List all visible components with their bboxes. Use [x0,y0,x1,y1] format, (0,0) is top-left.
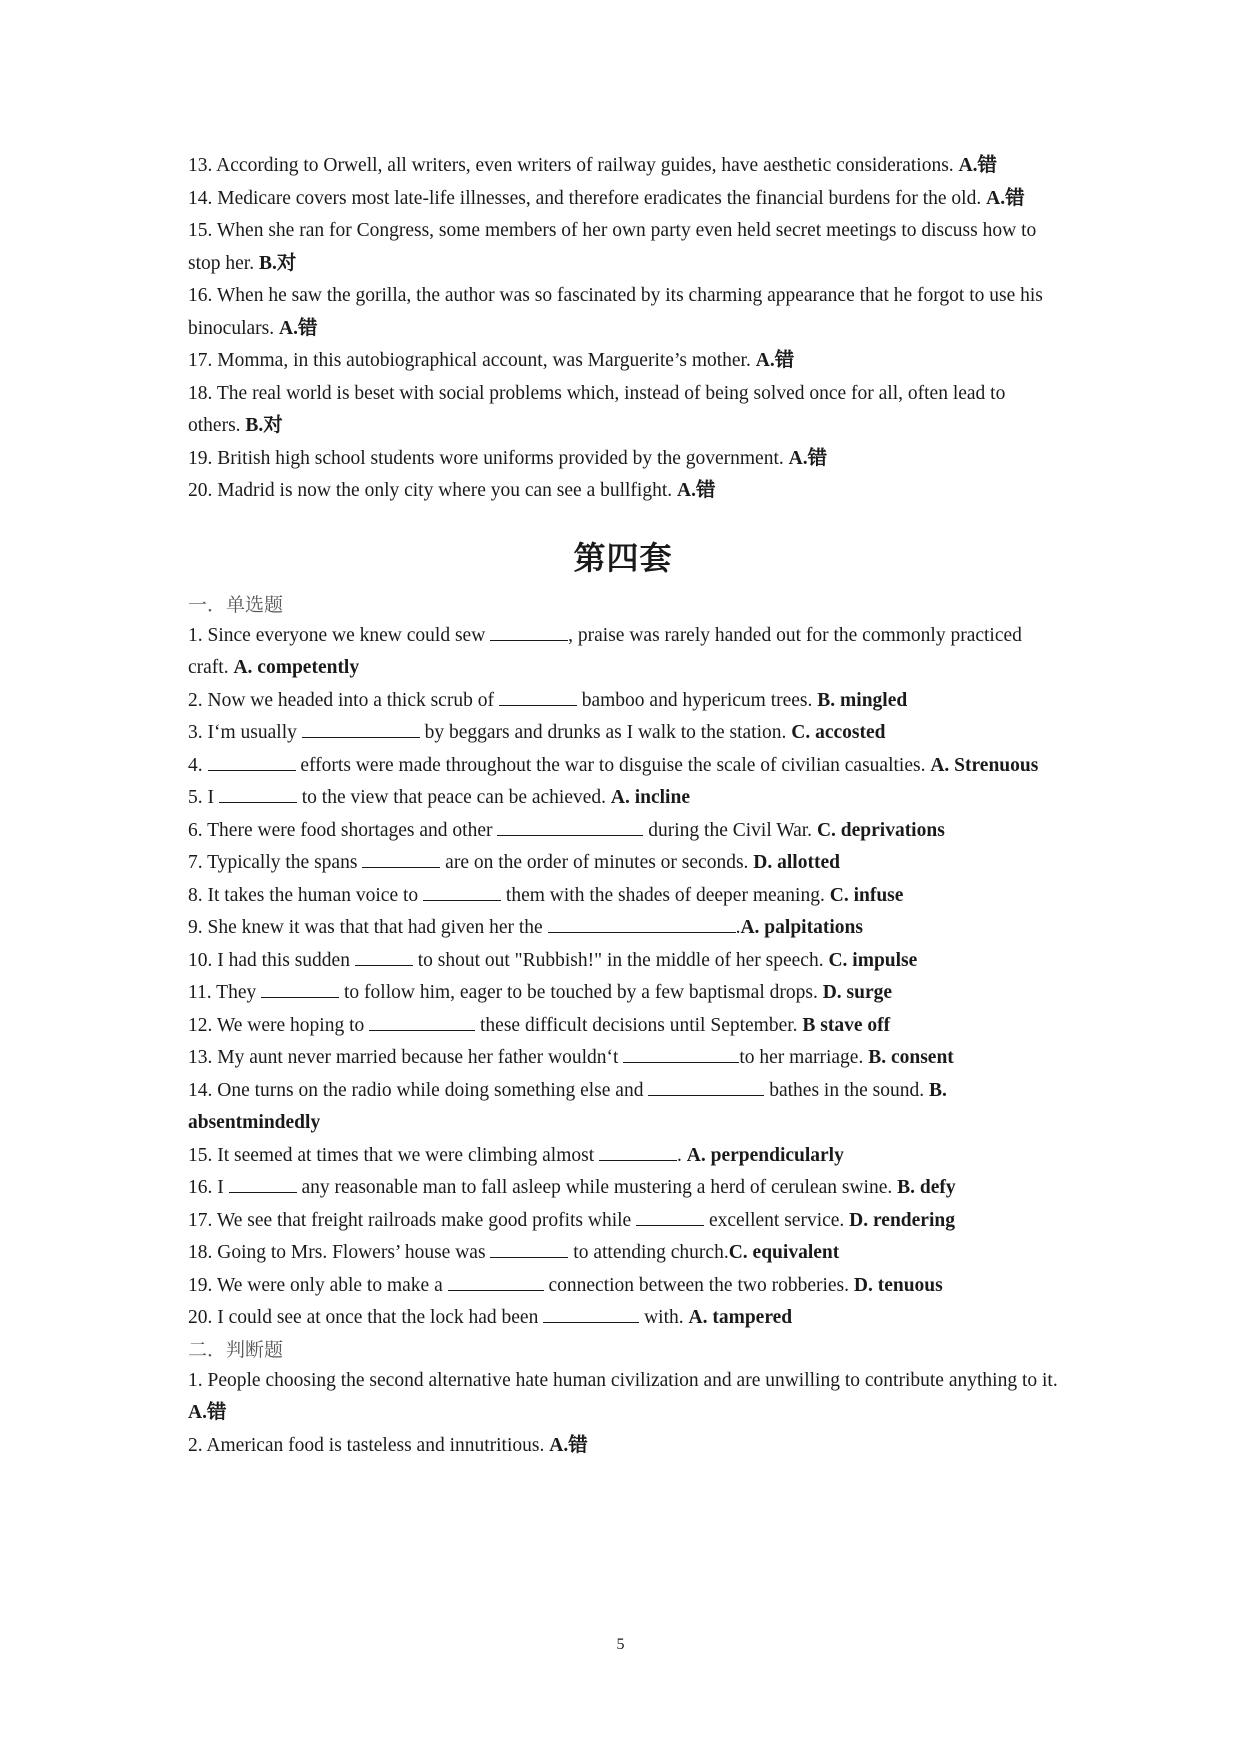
answer-blank [490,1241,568,1258]
question-item [188,443,1058,476]
answer-text: A.错 [278,317,318,339]
answer-blank [369,1014,475,1031]
answer-blank [219,786,297,803]
answer-text: B. consent [868,1047,954,1068]
answer-text: D. surge [822,982,893,1003]
answer-text: C. accosted [791,722,886,743]
question-text-after: excellent service. [704,1209,850,1231]
question-text-before: 16. I [188,1177,229,1198]
question-item [188,750,1058,783]
question-text-before: 15. It seemed at times that we were climbing almost [188,1144,600,1166]
question-text-after: . [677,1144,687,1166]
question-text: 1. People choosing the second alternative hate human civilization and are unwilling to contribute anything to it. [188,1369,1058,1391]
question-text-after: any reasonable man to fall asleep while mustering a herd of cerulean swine. [296,1177,898,1198]
question-text-after: by beggars and drunks as I walk to the station. [419,722,792,743]
question-text: 2. American food is tasteless and innutritious. [188,1434,550,1456]
answer-text: A.错 [677,480,716,501]
question-item [188,1140,1058,1173]
answer-text: A.错 [549,1434,588,1456]
question-text-before: 3. I‘m usually [188,722,302,743]
set-title: 第四套 [573,538,673,577]
question-item [188,1237,1058,1270]
question-text-before: 6. There were food shortages and other [188,819,498,841]
answer-text: B. absentmindedly [188,1079,947,1133]
answer-blank [599,1144,677,1161]
answer-text: A.错 [986,187,1025,209]
answer-text: D. tenuous [853,1274,943,1296]
question-text: 13. According to Orwell, all writers, even writers of railway guides, have aesthetic considerations. [188,155,959,176]
question-text-after: to the view that peace can be achieved. [296,787,611,808]
answer-blank [448,1274,544,1291]
answer-text: B.对 [258,252,297,274]
answer-text: A.错 [958,155,998,176]
question-item [188,1075,1058,1140]
answer-text: B. mingled [817,689,908,711]
question-item [188,815,1058,848]
question-text-after: efforts were made throughout the war to disguise the scale of civilian casualties. [295,754,931,776]
question-text-after: bamboo and hypericum trees. [576,689,818,711]
question-text-before: 10. I had this sudden [188,949,355,971]
question-text-before: 8. It takes the human voice to [188,884,424,906]
answer-blank [543,1306,639,1323]
answer-text: A. Strenuous [930,754,1039,776]
question-item [188,1042,1058,1075]
answer-text: C. equivalent [728,1242,840,1263]
question-text: 16. When he saw the gorilla, the author was so fascinated by its charming appearance that he forgot to use his binoculars. [188,285,1043,339]
question-text-before: 14. One turns on the radio while doing something else and [188,1079,649,1101]
answer-blank [355,949,413,966]
question-item [188,912,1058,945]
question-text-after: with. [639,1307,689,1328]
answer-text: A. perpendicularly [686,1144,844,1166]
question-item [188,977,1058,1010]
question-item [188,475,1058,508]
question-text: 14. Medicare covers most late-life illnesses, and therefore eradicates the financial burdens for the old. [188,187,987,209]
answer-blank [497,819,643,836]
question-item [188,945,1058,978]
question-text-before: 19. We were only able to make a [188,1274,448,1296]
answer-blank [499,689,577,706]
answer-blank [636,1209,704,1226]
question-text-after: to her marriage. [739,1047,869,1068]
answer-text: C. impulse [828,949,918,971]
question-item [188,1430,1058,1463]
question-item [188,685,1058,718]
answer-blank [208,754,296,771]
question-text-after: to follow him, eager to be touched by a few baptismal drops. [339,982,823,1003]
section-title-true-false: 二．判断题 [188,1338,284,1361]
question-text: 19. British high school students wore uniforms provided by the government. [188,447,789,469]
answer-text: A. palpitations [740,917,863,938]
question-text-before: 13. My aunt never married because her father wouldn‘t [188,1047,624,1068]
answer-text: D. rendering [849,1209,955,1231]
answer-blank [423,884,501,901]
question-item [188,378,1058,443]
page-number: 5 [616,1636,625,1653]
answer-blank [623,1046,739,1063]
question-text: 18. The real world is beset with social problems which, instead of being solved once for all, often lead to others. [188,382,1006,436]
question-text-before: 1. Since everyone we knew could sew [188,624,491,646]
answer-blank [302,721,420,738]
question-text-after: bathes in the sound. [764,1079,929,1101]
question-item [188,150,1058,183]
answer-text: B stave off [802,1014,891,1036]
answer-text: C. infuse [829,884,904,906]
question-text: 20. Madrid is now the only city where you can see a bullfight. [188,480,678,501]
answer-text: D. allotted [753,852,840,873]
question-item [188,280,1058,345]
answer-text: A. tampered [688,1307,793,1328]
question-item [188,183,1058,216]
question-item [188,215,1058,280]
question-item [188,1302,1058,1335]
question-item [188,1205,1058,1238]
page-content [188,150,1058,1462]
question-item [188,1172,1058,1205]
question-text-before: 20. I could see at once that the lock had been [188,1307,544,1328]
question-item [188,847,1058,880]
question-text-before: 11. They [188,982,262,1003]
answer-text: A.错 [788,447,828,469]
true-false-list-continued [188,150,1058,508]
answer-blank [490,624,568,641]
question-text-after: during the Civil War. [643,819,817,841]
question-text-before: 2. Now we headed into a thick scrub of [188,689,499,711]
answer-text: A. competently [233,657,360,678]
question-text-before: 4. [188,754,208,776]
answer-text: A.错 [755,350,795,371]
question-text: 15. When she ran for Congress, some members of her own party even held secret meetings to discuss how to stop her. [188,220,1037,274]
question-item [188,620,1058,685]
question-item [188,1365,1058,1430]
question-item [188,717,1058,750]
question-text-after: these difficult decisions until September. [475,1014,803,1036]
answer-text: A.错 [188,1402,227,1423]
answer-blank [648,1079,764,1096]
multiple-choice-list [188,620,1058,1335]
section-title-multiple-choice: 一．单选题 [188,593,284,616]
question-text-after: to shout out "Rubbish!" in the middle of her speech. [412,949,829,971]
question-text-before: 17. We see that freight railroads make good profits while [188,1209,637,1231]
question-text-after: are on the order of minutes or seconds. [440,852,754,873]
true-false-list [188,1365,1058,1463]
question-text: 17. Momma, in this autobiographical account, was Marguerite’s mother. [188,350,756,371]
question-text-after: , praise was rarely handed out for the commonly practiced craft. [188,624,1022,678]
question-text-before: 9. She knew it was that that had given her the [188,917,548,938]
answer-text: C. deprivations [816,819,945,841]
question-item [188,345,1058,378]
question-item [188,1010,1058,1043]
question-text-after: . [735,917,741,938]
question-text-before: 7. Typically the spans [188,852,363,873]
question-item [188,880,1058,913]
answer-text: A. incline [610,787,690,808]
answer-text: B. defy [897,1177,956,1198]
question-text-before: 12. We were hoping to [188,1014,370,1036]
answer-blank [362,851,440,868]
question-text-before: 18. Going to Mrs. Flowers’ house was [188,1242,491,1263]
answer-blank [261,981,339,998]
question-item [188,782,1058,815]
question-text-after: them with the shades of deeper meaning. [501,884,830,906]
question-text-after: connection between the two robberies. [543,1274,854,1296]
question-text-before: 5. I [188,787,219,808]
answer-text: B.对 [245,415,283,436]
answer-blank [548,916,736,933]
answer-blank [229,1176,297,1193]
question-text-after: to attending church. [568,1242,729,1263]
question-item [188,1270,1058,1303]
